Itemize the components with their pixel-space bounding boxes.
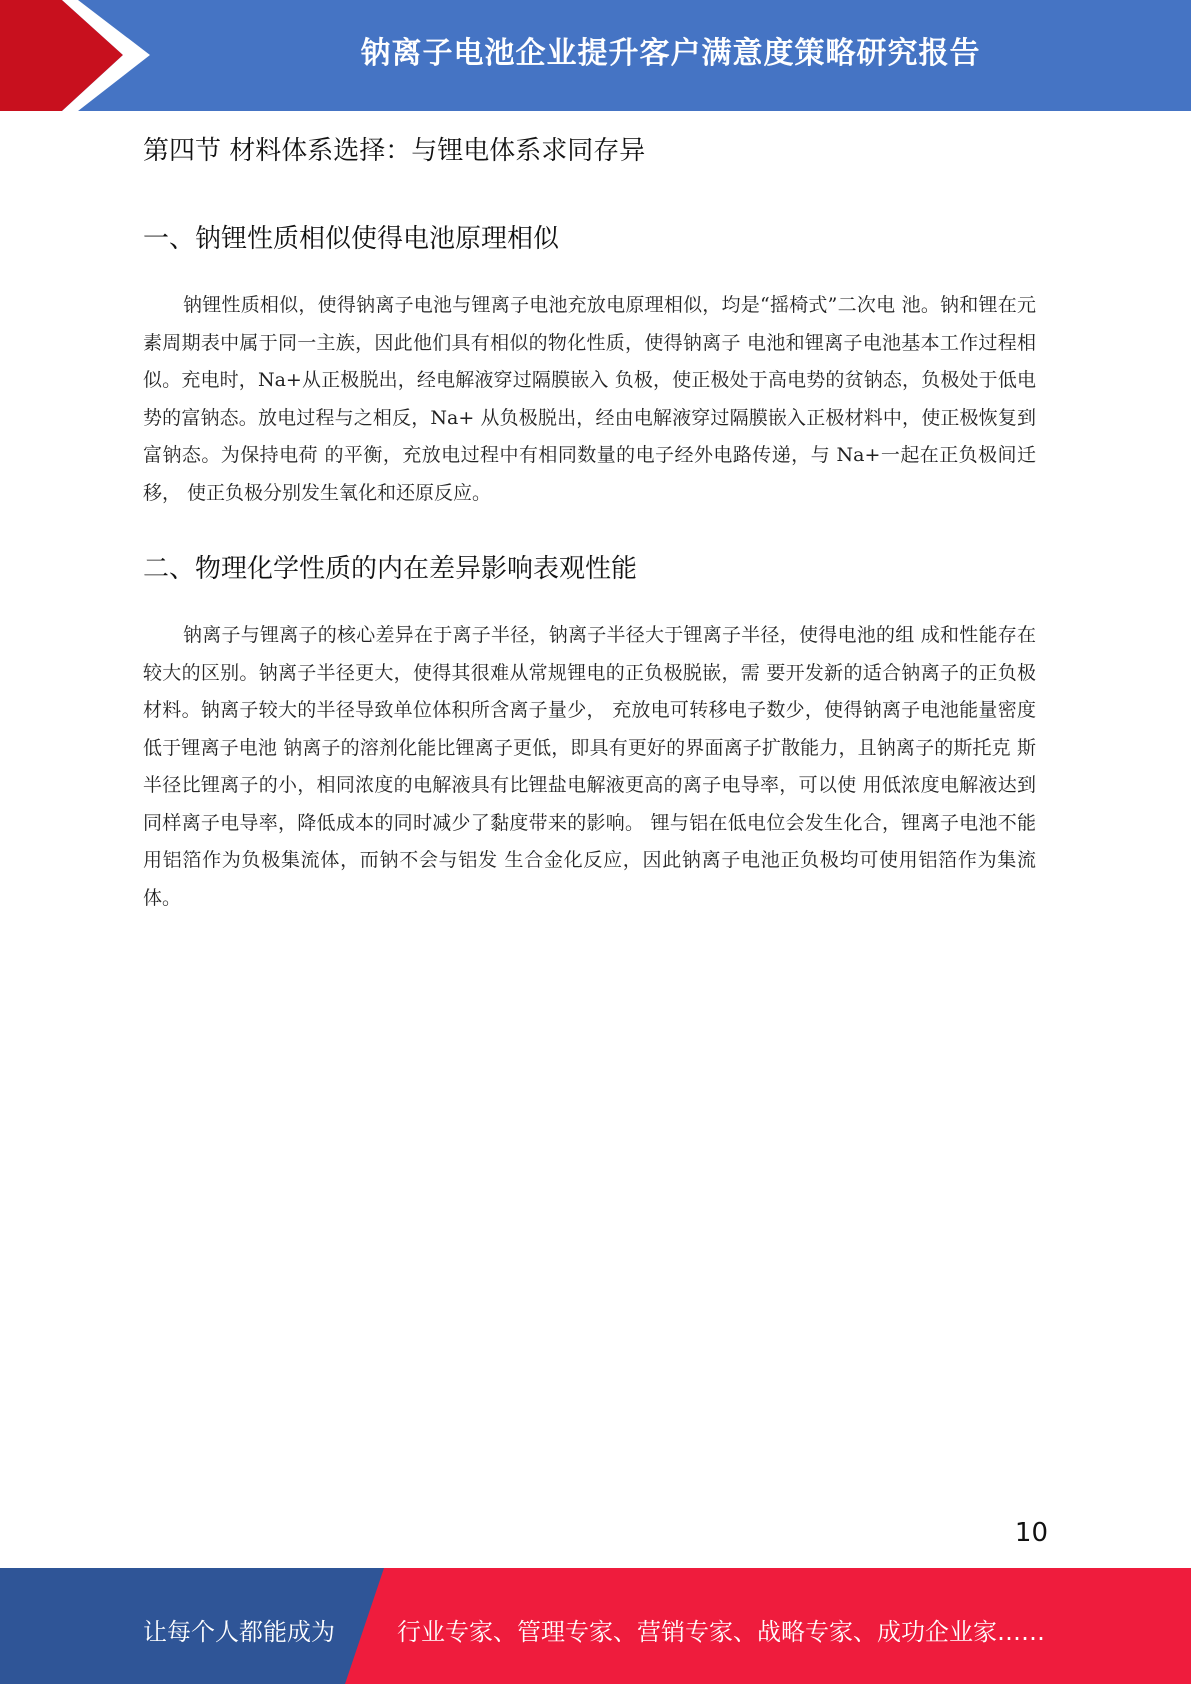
footer-slogan-left: 让每个人都能成为: [143, 1618, 335, 1646]
report-title: 钠离子电池企业提升客户满意度策略研究报告: [360, 36, 981, 71]
subsection-heading-1: 一、钠锂性质相似使得电池原理相似: [143, 224, 560, 254]
subsection-paragraph-1: 钠锂性质相似，使得钠离子电池与锂离子电池充放电原理相似，均是“摇椅式”二次电 池。钠和锂在元素周期表中属于同一主族，因此他们具有相似的物化性质，使得钠离子 电池和锂离子电池基本工作过程相似。充电时，Na+从正极脱出，经电解液穿过隔膜嵌入 负极，使正极处于高电势的贫钠态，负极处于低电势的富钠态。放电过程与之相反，Na+ 从负极脱出，经由电解液穿过隔膜嵌入正极材料中，使正极恢复到富钠态。为保持电荷 的平衡，充放电过程中有相同数量的电子经外电路传递，与 Na+一起在正负极间迁移， 使正负极分别发生氧化和还原反应。: [143, 294, 1036, 504]
page-footer: [0, 1568, 1191, 1684]
page-header: [0, 0, 1191, 111]
footer-slogan-right: 行业专家、管理专家、营销专家、战略专家、成功企业家……: [397, 1618, 1045, 1646]
page-number: 10: [1014, 1518, 1048, 1548]
header-chevron-icon: [0, 0, 160, 111]
section-title: 第四节 材料体系选择：与锂电体系求同存异: [143, 136, 646, 166]
subsection-heading-2: 二、物理化学性质的内在差异影响表观性能: [143, 554, 638, 584]
subsection-paragraph-2: 钠离子与锂离子的核心差异在于离子半径，钠离子半径大于锂离子半径，使得电池的组 成和性能存在较大的区别。钠离子半径更大，使得其很难从常规锂电的正负极脱嵌，需 要开发新的适合钠离子的正负极材料。钠离子较大的半径导致单位体积所含离子量少， 充放电可转移电子数少，使得钠离子电池能量密度低于锂离子电池 钠离子的溶剂化能比锂离子更低，即具有更好的界面离子扩散能力，且钠离子的斯托克 斯半径比锂离子的小，相同浓度的电解液具有比锂盐电解液更高的离子电导率，可以使 用低浓度电解液达到同样离子电导率，降低成本的同时减少了黏度带来的影响。 锂与铝在低电位会发生化合，锂离子电池不能用铝箔作为负极集流体，而钠不会与铝发 生合金化反应，因此钠离子电池正负极均可使用铝箔作为集流体。: [143, 624, 1036, 909]
